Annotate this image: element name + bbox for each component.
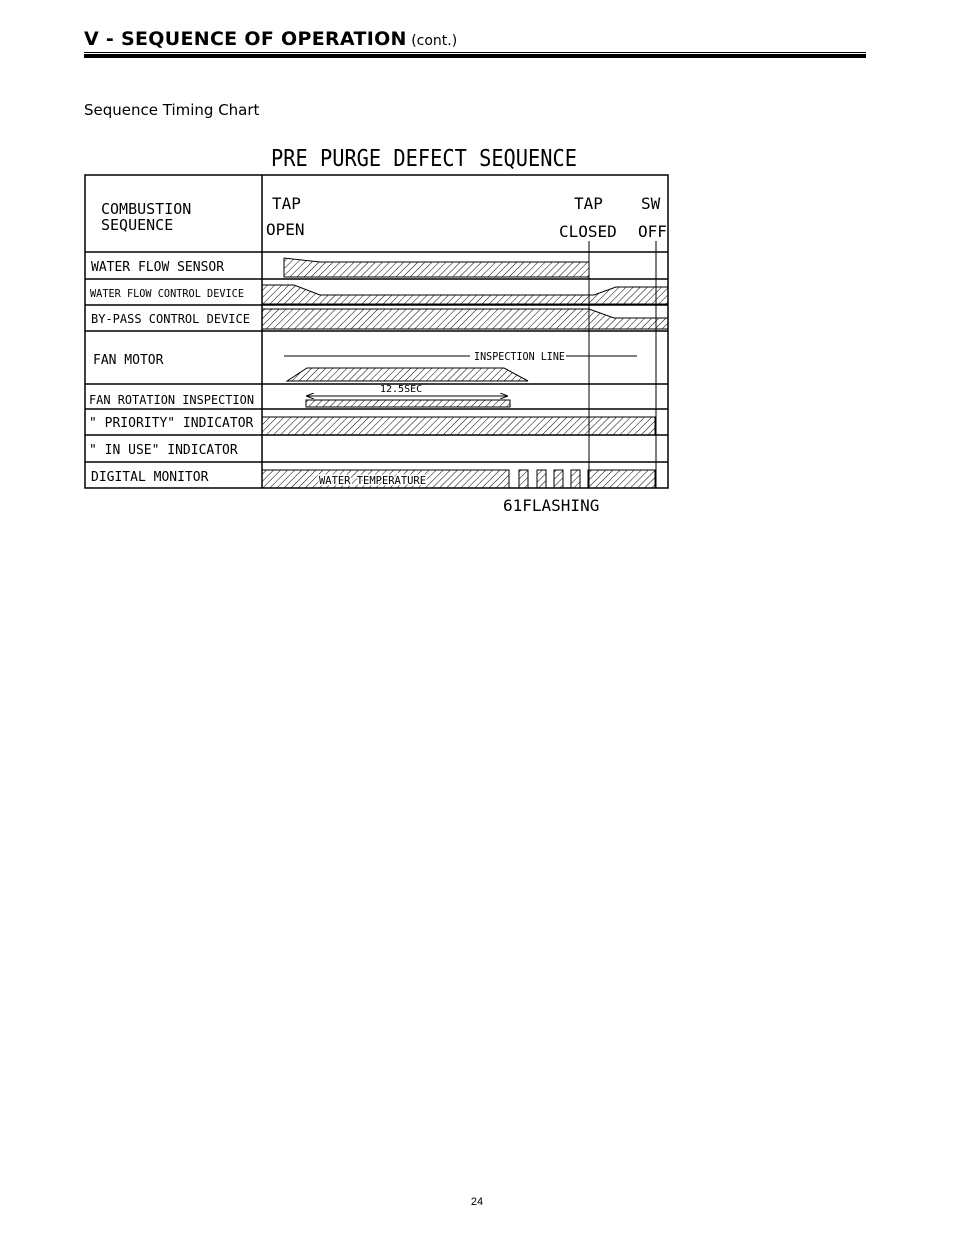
event-sw-off-line2: OFF — [638, 222, 667, 241]
water-temperature-label: WATER TEMPERATURE — [319, 475, 426, 487]
header-rule-thin — [84, 52, 866, 53]
signal-fan-motor — [287, 368, 528, 381]
page-header — [84, 28, 866, 50]
column-header-line1: COMBUSTION — [101, 200, 192, 218]
signal-fan-rotation-inspection — [306, 400, 510, 407]
timing-chart — [82, 138, 674, 523]
chart-title: PRE PURGE DEFECT SEQUENCE — [271, 146, 577, 172]
event-tap-closed-line1: TAP — [574, 194, 603, 213]
header-rule-thick — [84, 54, 866, 58]
column-header-line2: SEQUENCE — [101, 216, 174, 234]
row-label-fan-motor: FAN MOTOR — [93, 353, 164, 368]
section-subtitle: Sequence Timing Chart — [84, 101, 260, 119]
signal-priority-indicator — [262, 417, 655, 435]
page-number: 24 — [470, 1196, 484, 1208]
event-tap-closed-line2: CLOSED — [559, 222, 617, 241]
flashing-blocks — [519, 470, 655, 488]
duration-label: 12.5SEC — [380, 384, 423, 395]
signal-water-flow-sensor — [284, 258, 589, 277]
event-tap-open-line1: TAP — [272, 194, 301, 213]
row-label-bypass-control-device: BY-PASS CONTROL DEVICE — [91, 312, 250, 326]
flashing-label: 61FLASHING — [503, 496, 600, 515]
event-tap-open-line2: OPEN — [266, 220, 305, 239]
row-label-digital-monitor: DIGITAL MONITOR — [91, 470, 209, 485]
inspection-line-label: INSPECTION LINE — [474, 351, 565, 363]
signal-bypass-control-device — [262, 309, 668, 329]
row-label-in-use-indicator: " IN USE" INDICATOR — [89, 443, 238, 458]
section-title: V - SEQUENCE OF OPERATION — [84, 28, 407, 50]
row-label-water-flow-sensor: WATER FLOW SENSOR — [91, 260, 225, 275]
event-sw-off-line1: SW — [641, 194, 661, 213]
row-label-water-flow-control-device: WATER FLOW CONTROL DEVICE — [90, 287, 244, 300]
row-label-priority-indicator: " PRIORITY" INDICATOR — [89, 416, 254, 431]
event-lines — [589, 241, 656, 488]
row-label-fan-rotation-inspection: FAN ROTATION INSPECTION — [89, 392, 254, 407]
section-title-cont: (cont.) — [411, 33, 458, 49]
signal-water-flow-control-device — [262, 285, 668, 304]
